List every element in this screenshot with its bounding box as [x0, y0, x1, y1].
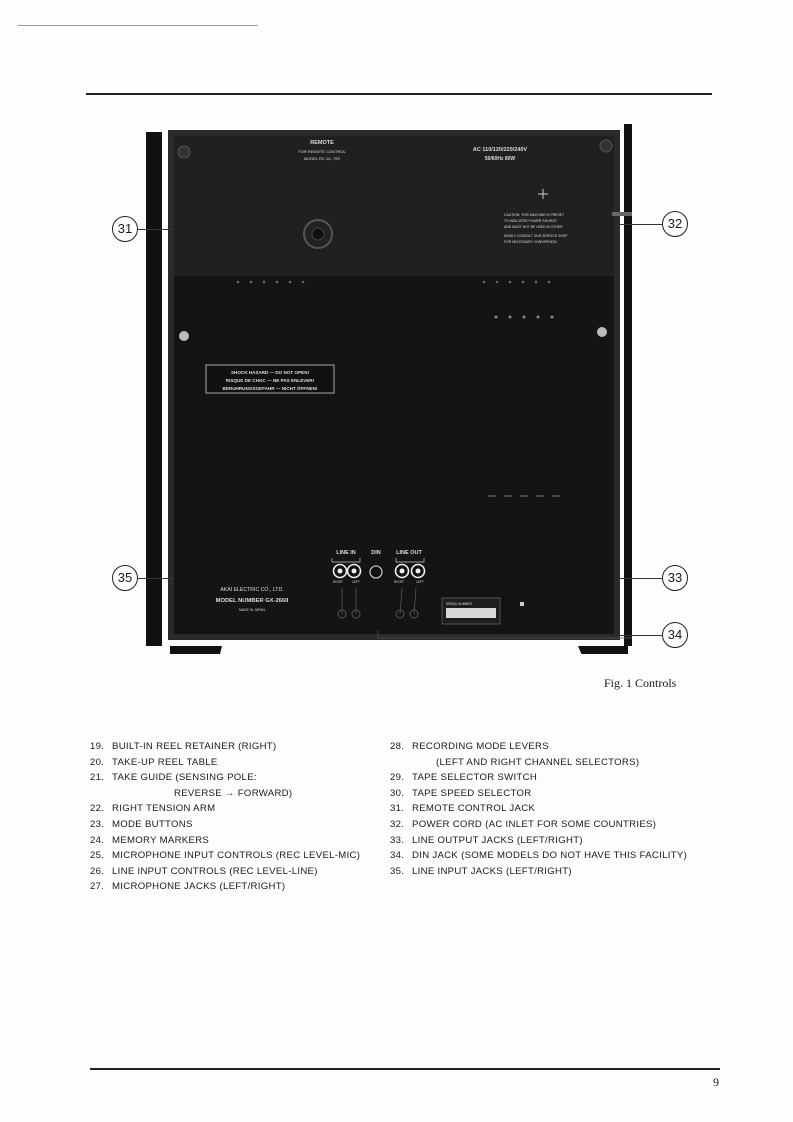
- warning-line: RISQUE DE CHOC — NE PAS ENLEVER!: [225, 378, 315, 383]
- list-item: 30. TAPE SPEED SELECTOR: [390, 787, 532, 799]
- parts-list-left: [90, 739, 360, 895]
- screw-icon: [600, 140, 612, 152]
- line-out-label: LINE OUT: [396, 550, 422, 556]
- remote-label: REMOTE: [310, 140, 334, 146]
- serial-label: SERIAL NUMBER: [446, 602, 472, 606]
- callout-35: 35: [112, 565, 138, 591]
- list-item: 25. MICROPHONE INPUT CONTROLS (REC LEVEL-MIC): [90, 850, 361, 862]
- callout-34-leader: [620, 635, 662, 636]
- list-item: 19. BUILT-IN REEL RETAINER (RIGHT): [90, 741, 277, 752]
- din-label: DIN: [371, 550, 381, 556]
- list-item: 32. POWER CORD (AC INLET FOR SOME COUNTRIES): [390, 818, 657, 830]
- rear-panel-figure: [146, 124, 632, 654]
- list-item: 35. LINE INPUT JACKS (LEFT/RIGHT): [390, 865, 572, 877]
- top-thin-rule: [18, 25, 258, 26]
- callout-31-leader: [138, 229, 174, 230]
- line-in-right-label: RIGHT: [333, 580, 343, 584]
- screw-icon: [178, 146, 190, 158]
- caution-line: FOR NECESSARY CONVERSION: [504, 240, 557, 244]
- indicator-square: [520, 602, 524, 606]
- list-item-continuation: REVERSE → FORWARD): [174, 787, 293, 799]
- footer-rule: [90, 1068, 720, 1070]
- parts-list-right: [390, 739, 687, 879]
- list-item: 29. TAPE SELECTOR SWITCH: [390, 772, 538, 784]
- right-foot: [578, 646, 628, 654]
- callout-35-leader: [138, 578, 174, 579]
- line-in-left-label: LEFT: [352, 580, 360, 584]
- list-item: 21. TAKE GUIDE (SENSING POLE:: [90, 772, 257, 784]
- callout-32: 32: [662, 211, 688, 237]
- callout-33: 33: [662, 565, 688, 591]
- maker-label: AKAI ELECTRIC CO., LTD.: [220, 587, 284, 593]
- list-item: 24. MEMORY MARKERS: [90, 834, 210, 846]
- caution-line: AND MUST NOT BE USED IN OTHER: [504, 225, 563, 229]
- caution-line: TO INDICATED POWER SOURCE: [504, 219, 557, 223]
- callout-34: 34: [662, 622, 688, 648]
- left-side-post: [146, 132, 162, 646]
- list-item: 26. LINE INPUT CONTROLS (REC LEVEL-LINE): [90, 865, 318, 877]
- upper-texture: [174, 136, 614, 276]
- voltage-line2: 50/60Hz 80W: [484, 156, 516, 162]
- list-item: 31. REMOTE CONTROL JACK: [390, 803, 536, 815]
- list-item-continuation: (LEFT AND RIGHT CHANNEL SELECTORS): [436, 756, 640, 768]
- screw-icon: [179, 331, 189, 341]
- remote-sub2: MODEL RC-16, 70R: [303, 156, 341, 161]
- line-out-right-label: RIGHT: [394, 580, 404, 584]
- remote-sub1: FOR REMOTE CONTROL: [298, 149, 346, 154]
- page-number: 9: [713, 1075, 719, 1089]
- left-foot: [170, 646, 222, 654]
- din-jack-icon: [370, 566, 382, 578]
- warning-line: BERUHRUNGSGEFAHR — NICHT ÖFFNEN!: [222, 386, 318, 391]
- made-in-label: MADE IN JAPAN: [239, 608, 265, 612]
- voltage-line1: AC 110/120/220/240V: [472, 147, 528, 153]
- warning-line: SHOCK HAZARD — DO NOT OPEN!: [230, 370, 310, 375]
- list-item: 23. MODE BUTTONS: [90, 818, 193, 830]
- caution-line: KINDLY CONSULT OUR SERVICE SHOP: [504, 234, 568, 238]
- callout-33-leader: [620, 578, 662, 579]
- header-rule: [86, 93, 712, 95]
- list-item: 33. LINE OUTPUT JACKS (LEFT/RIGHT): [390, 834, 583, 846]
- line-in-label: LINE IN: [336, 550, 356, 556]
- figure-caption: Fig. 1 Controls: [604, 676, 677, 690]
- right-side-post: [624, 124, 632, 646]
- list-item: 22. RIGHT TENSION ARM: [90, 803, 216, 815]
- line-out-left-label: LEFT: [416, 580, 424, 584]
- callout-32-leader: [620, 224, 662, 225]
- caution-line: CAUTION: THIS MACHINE IS PRESET: [504, 213, 565, 217]
- list-item: 34. DIN JACK (SOME MODELS DO NOT HAVE THIS FACILITY): [390, 850, 688, 862]
- list-item: 27. MICROPHONE JACKS (LEFT/RIGHT): [90, 881, 286, 893]
- list-item: 28. RECORDING MODE LEVERS: [390, 741, 549, 752]
- model-label: MODEL NUMBER GX-266II: [215, 598, 289, 604]
- screw-icon: [597, 327, 607, 337]
- list-item: 20. TAKE-UP REEL TABLE: [90, 756, 218, 768]
- callout-31: 31: [112, 216, 138, 242]
